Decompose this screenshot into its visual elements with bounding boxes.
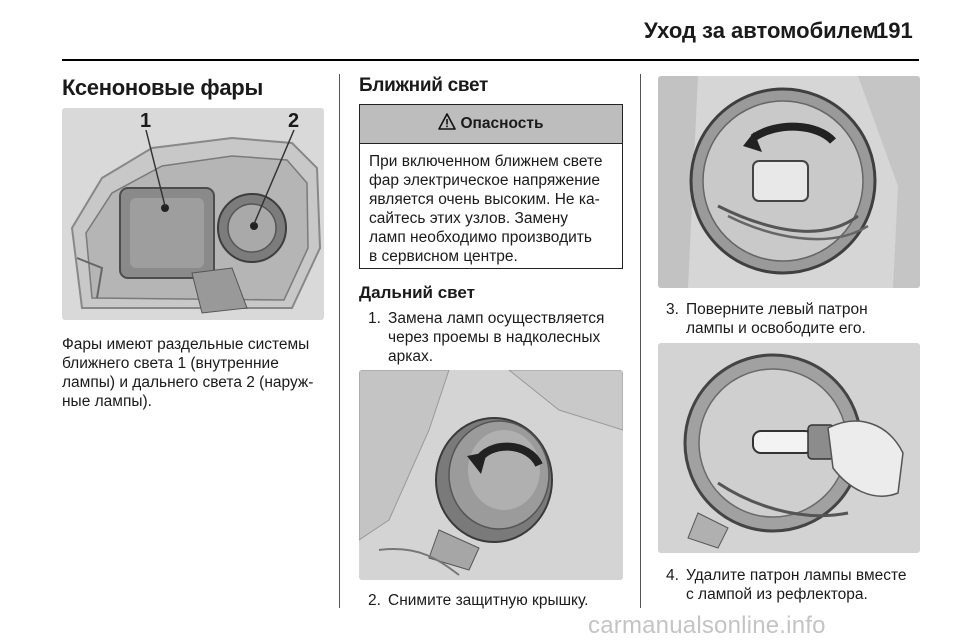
step-text [368,309,630,366]
step-number: 1. [368,310,381,327]
page-number: 191 [876,18,913,43]
warning-header [360,105,622,144]
step-4 [666,566,928,604]
bulb-removal-photo [658,343,920,553]
subheading-high-beam: Дальний свет [359,283,475,302]
text-line: в сервисном центре. [369,248,518,265]
step-1 [368,309,630,366]
warning-text [360,144,622,266]
step-2 [368,591,630,610]
text-line: лампы) и дальнего света 2 (наруж- [62,374,314,391]
left-paragraph [62,335,332,411]
text-line: ные лампы). [62,393,152,410]
bulb-holder-rotate-photo [658,76,920,288]
text-line: арках. [388,348,434,365]
text-line: Фары имеют раздельные системы [62,336,310,353]
step-text [368,591,630,610]
warning-triangle-icon [438,113,456,135]
step-number: 2. [368,592,381,609]
text-line: При включенном ближнем свете [369,153,603,170]
header-rule [62,59,919,61]
warning-title: Опасность [460,115,544,132]
text-line: сайтесь этих узлов. Замену [369,210,569,227]
text-line: является очень высоким. Не ка- [369,191,600,208]
running-header-title: Уход за автомобилем [644,18,879,43]
text-line: ближнего света 1 (внутренние [62,355,279,372]
text-line: Снимите защитную крышку. [388,592,589,609]
column-divider [339,74,340,608]
warning-box [359,104,623,269]
section-heading-low-beam: Ближний свет [359,75,489,96]
text-line: Замена ламп осуществляется [388,310,605,327]
text-line: ламп необходимо производить [369,229,592,246]
watermark: carmanualsonline.info [588,612,826,639]
step-number: 4. [666,567,679,584]
step-text [666,300,928,338]
wheel-arch-cover-photo [359,370,623,580]
text-line: Удалите патрон лампы вместе [686,567,907,584]
step-3 [666,300,928,338]
text-line: через проемы в надколесных [388,329,601,346]
headlamp-illustration [62,108,324,320]
text-line: лампы и освободите его. [686,320,866,337]
text-line: фар электрическое напряжение [369,172,601,189]
text-line: с лампой из рефлектора. [686,586,868,603]
callout-label-1: 1 [140,110,152,132]
step-number: 3. [666,301,679,318]
column-divider [640,74,641,608]
section-heading-xenon: Ксеноновые фары [62,75,263,100]
text-line: Поверните левый патрон [686,301,868,318]
step-text [666,566,928,604]
callout-label-2: 2 [288,110,300,132]
